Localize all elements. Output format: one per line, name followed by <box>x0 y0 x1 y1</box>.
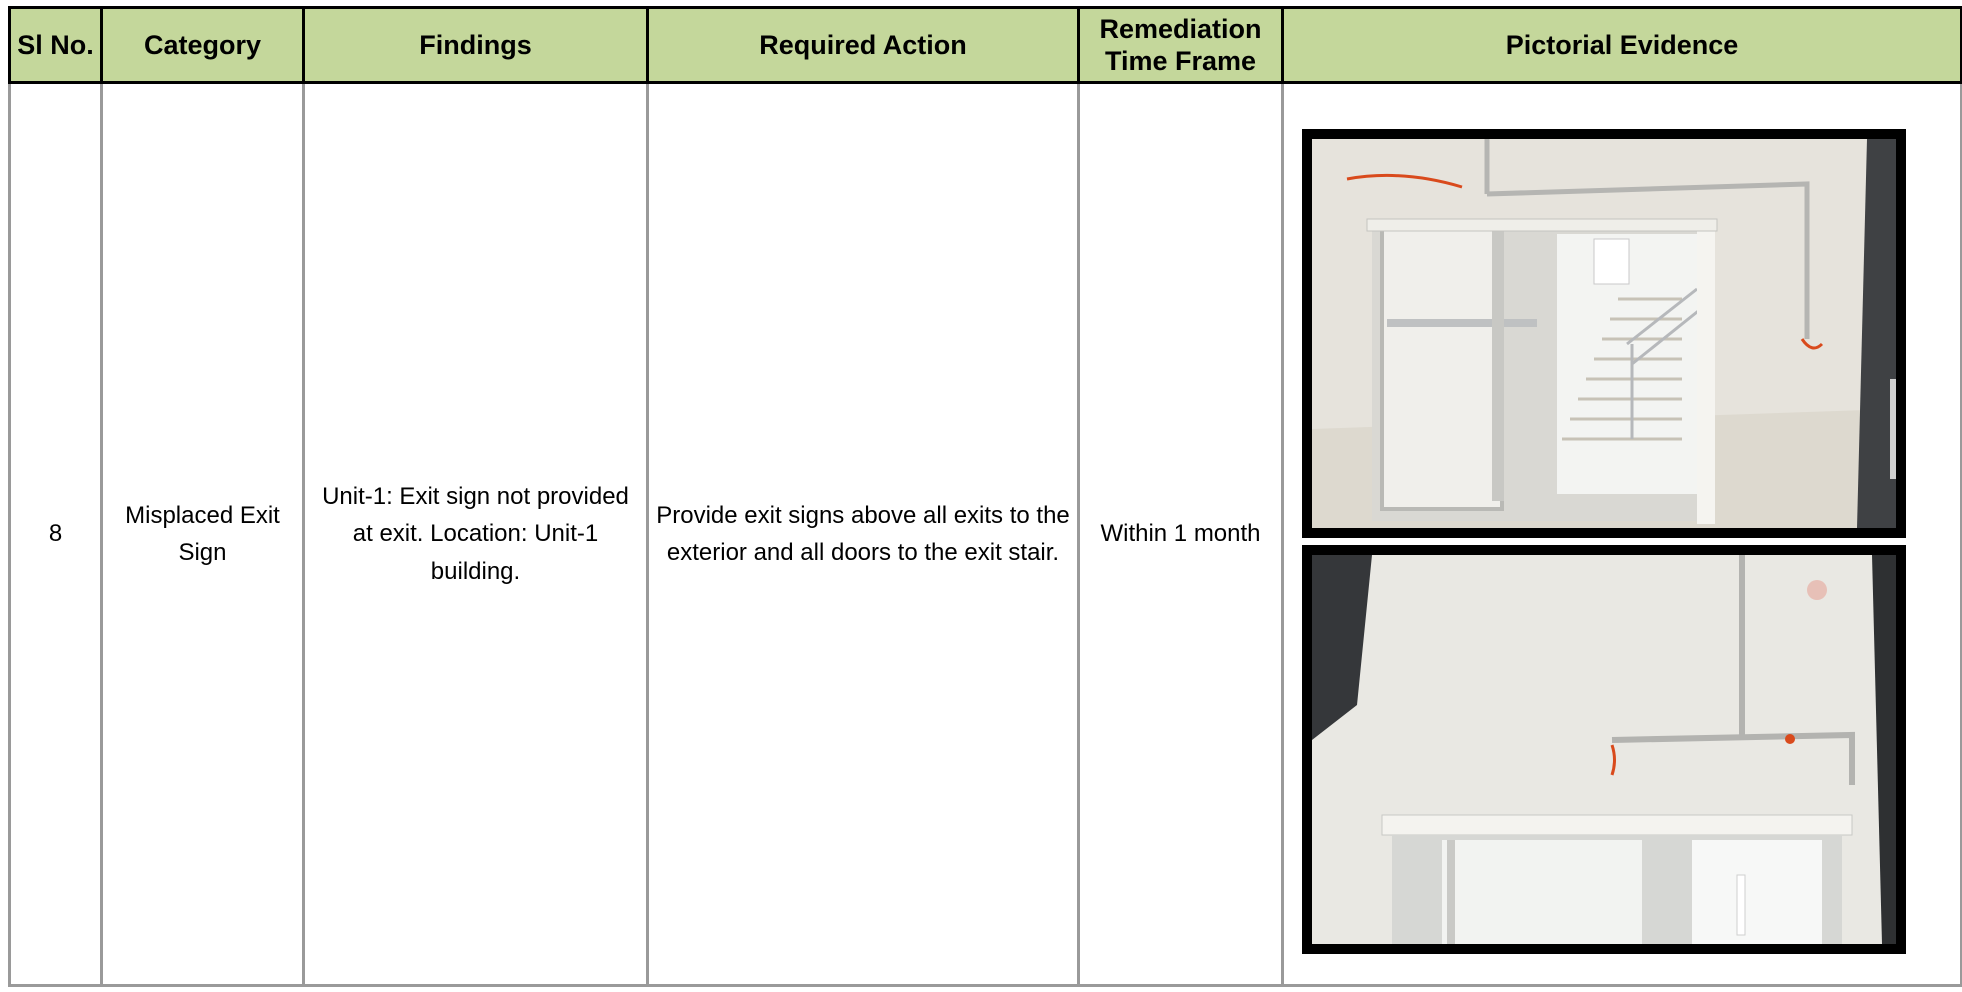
evidence-photo-door <box>1302 129 1906 538</box>
door-stair-image <box>1312 139 1896 528</box>
exit-opening-image <box>1312 555 1896 944</box>
cell-required-action: Provide exit signs above all exits to the exterior and all doors to the exit stair. <box>648 83 1079 986</box>
header-findings: Findings <box>304 8 648 83</box>
cell-findings: Unit-1: Exit sign not provided at exit. Location: Unit-1 building. <box>304 83 648 986</box>
header-pictorial-evidence: Pictorial Evidence <box>1283 8 1962 83</box>
cell-pictorial-evidence <box>1283 83 1962 986</box>
cell-category: Misplaced Exit Sign <box>102 83 304 986</box>
evidence-photo-exit-opening <box>1302 545 1906 954</box>
header-remediation-time-frame: Remediation Time Frame <box>1079 8 1283 83</box>
header-category: Category <box>102 8 304 83</box>
table-header-row <box>10 8 1962 83</box>
table-row <box>10 83 1962 986</box>
cell-remediation-time-frame: Within 1 month <box>1079 83 1283 986</box>
cell-sl-no: 8 <box>10 83 102 986</box>
findings-table <box>8 6 1962 987</box>
header-sl-no: Sl No. <box>10 8 102 83</box>
header-required-action: Required Action <box>648 8 1079 83</box>
